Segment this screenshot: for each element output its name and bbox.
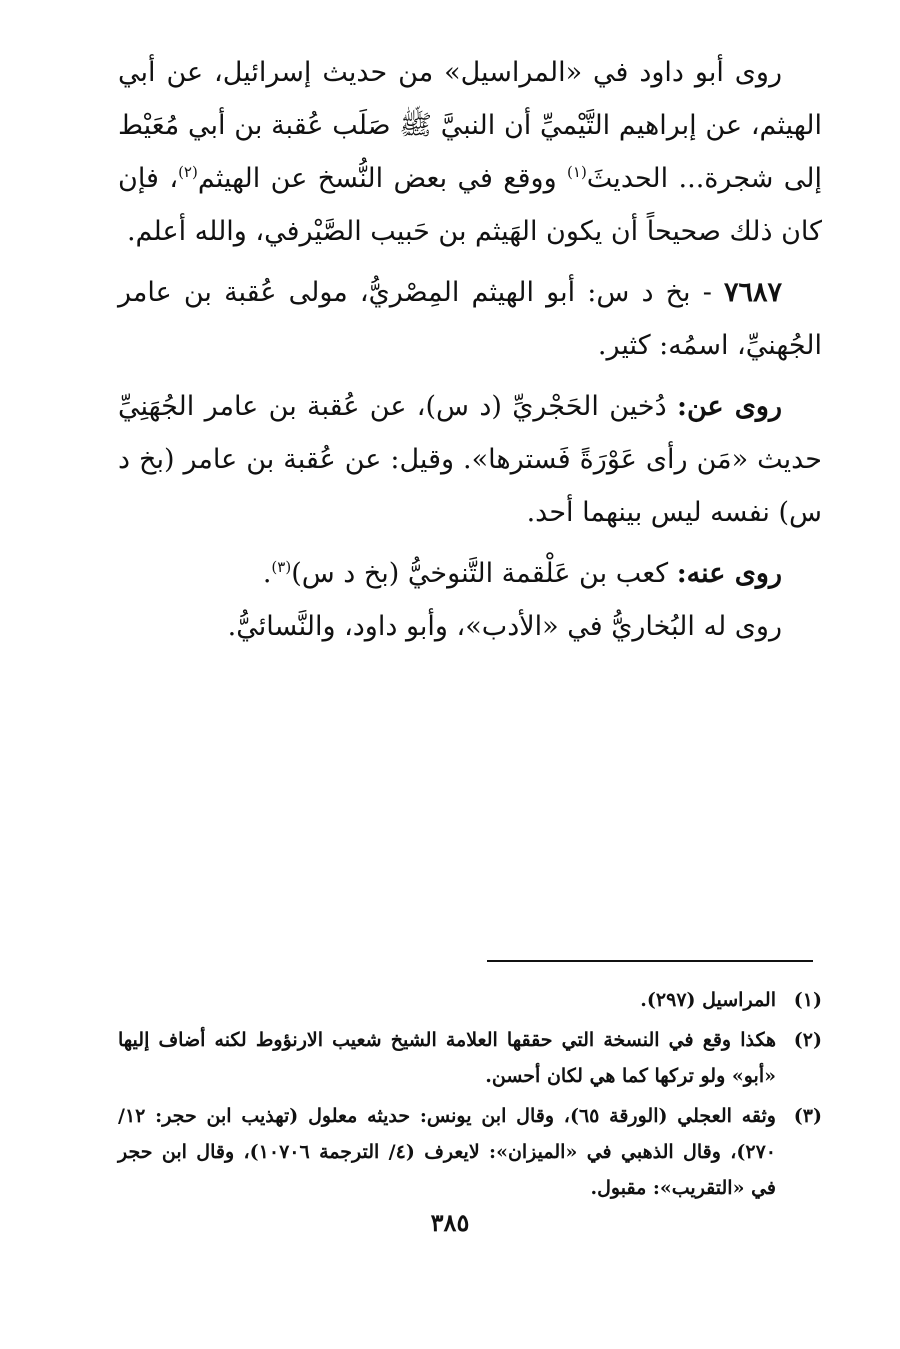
paragraph-narrated-from <box>118 380 822 539</box>
intro-text-3: ، فإن كان ذلك صحيحاً أن يكون الهَيثم بن حَبيب الصَّيْرفي، والله أعلم. <box>118 163 822 247</box>
footnote-number: (٣) <box>793 1105 822 1127</box>
narrated-from-text: دُخين الحَجْريِّ (د س)، عن عُقبة بن عامر الجُهَنِيِّ حديث «مَن رأى عَوْرَةً فَسترها». وقيل: عن عُقبة بن عامر (بخ د س) نفسه ليس بينهما أحد. <box>118 391 822 528</box>
narrated-by-label: روى عنه: <box>676 558 782 589</box>
footnote-text: المراسيل (٢٩٧). <box>640 989 776 1011</box>
footnotes <box>118 982 822 1210</box>
entry-number: ٧٦٨٧ <box>723 277 782 308</box>
footnote-1 <box>118 982 822 1018</box>
narrated-from-label: روى عن: <box>676 391 782 422</box>
footnote-number: (٢) <box>793 1029 822 1051</box>
intro-text: روى أبو داود في «المراسيل» من حديث إسرائيل، عن أبي الهيثم، عن إبراهيم التَّيْميِّ أن النبيَّ ﷺ صَلَب عُقبة بن أبي مُعَيْط إلى شجرة... الحديثَ <box>118 57 822 194</box>
footnote-ref-3: (٣) <box>271 558 292 576</box>
footnote-separator <box>487 960 813 962</box>
main-text <box>118 46 822 653</box>
footnote-ref-2: (٢) <box>178 163 198 181</box>
paragraph-entry <box>118 266 822 372</box>
footnote-number: (١) <box>793 989 822 1011</box>
paragraph-intro <box>118 46 822 258</box>
footnote-text: وثقه العجلي (الورقة ٦٥)، وقال ابن يونس: حديثه معلول (تهذيب ابن حجر: ١٢/ ٢٧٠)، وقال الذهبي في «الميزان»: لايعرف (٤/ الترجمة ١٠٧٠٦)، وقال ابن حجر في «التقريب»: مقبول. <box>118 1105 777 1199</box>
entry-heading-text: - بخ د س: أبو الهيثم المِصْريُّ، مولى عُقبة بن عامر الجُهنيِّ، اسمُه: كثير. <box>118 277 822 361</box>
closing-text: روى له البُخاريُّ في «الأدب»، وأبو داود، والنَّسائيُّ. <box>227 611 782 642</box>
narrated-by-end: . <box>262 558 272 589</box>
intro-text-2: ووقع في بعض النُّسخ عن الهيثم <box>197 163 568 194</box>
narrated-by-text: كعب بن عَلْقمة التَّنوخيُّ (بخ د س) <box>291 558 677 589</box>
paragraph-closing <box>118 600 822 653</box>
footnote-2 <box>118 1022 822 1094</box>
footnote-ref-1: (١) <box>567 163 587 181</box>
footnote-3 <box>118 1098 822 1206</box>
footnote-text: هكذا وقع في النسخة التي حققها العلامة الشيخ شعيب الارنؤوط لكنه أضاف إليها «أبو» ولو تركها كما هي لكان أحسن. <box>118 1029 776 1087</box>
paragraph-narrated-by <box>118 547 822 600</box>
page-number: ٣٨٥ <box>430 1208 470 1237</box>
